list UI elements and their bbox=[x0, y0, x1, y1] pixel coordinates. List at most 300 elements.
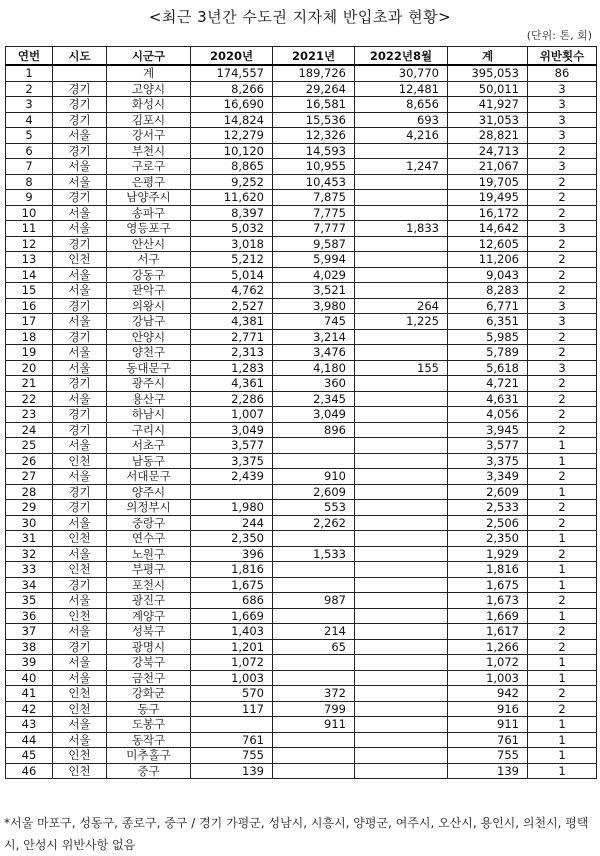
cell-total: 1,266 bbox=[448, 639, 528, 655]
cell-violations: 2 bbox=[528, 143, 597, 159]
cell-total: 3,375 bbox=[448, 453, 528, 469]
cell-2022-aug bbox=[355, 655, 448, 671]
cell-total: 755 bbox=[448, 748, 528, 764]
cell-violations: 1 bbox=[528, 562, 597, 578]
cell-2021: 5,994 bbox=[273, 252, 355, 268]
cell-violations: 3 bbox=[528, 298, 597, 314]
cell-no: 19 bbox=[6, 345, 53, 361]
cell-province: 경기 bbox=[53, 407, 107, 423]
cell-province: 서울 bbox=[53, 360, 107, 376]
cell-2021 bbox=[273, 531, 355, 547]
cell-violations: 3 bbox=[528, 221, 597, 237]
header-violations: 위반횟수 bbox=[528, 47, 597, 66]
cell-2022-aug bbox=[355, 391, 448, 407]
cell-province: 경기 bbox=[53, 484, 107, 500]
cell-violations: 2 bbox=[528, 345, 597, 361]
table-body bbox=[6, 65, 597, 779]
cell-district: 중구 bbox=[107, 763, 191, 779]
table-row bbox=[6, 298, 597, 314]
cell-2020: 174,557 bbox=[191, 65, 273, 81]
cell-2020: 1,980 bbox=[191, 500, 273, 516]
cell-total: 28,821 bbox=[448, 128, 528, 144]
cell-violations: 2 bbox=[528, 686, 597, 702]
cell-2021: 15,536 bbox=[273, 112, 355, 128]
cell-violations: 2 bbox=[528, 252, 597, 268]
cell-2021: 553 bbox=[273, 500, 355, 516]
cell-district: 의왕시 bbox=[107, 298, 191, 314]
cell-2020: 8,865 bbox=[191, 159, 273, 175]
cell-2021: 896 bbox=[273, 422, 355, 438]
cell-2020: 3,577 bbox=[191, 438, 273, 454]
cell-2020: 11,620 bbox=[191, 190, 273, 206]
cell-2022-aug bbox=[355, 329, 448, 345]
cell-district: 계양구 bbox=[107, 608, 191, 624]
cell-no: 25 bbox=[6, 438, 53, 454]
cell-province: 서울 bbox=[53, 546, 107, 562]
cell-total: 9,043 bbox=[448, 267, 528, 283]
cell-no: 15 bbox=[6, 283, 53, 299]
cell-2021 bbox=[273, 655, 355, 671]
cell-2022-aug bbox=[355, 531, 448, 547]
cell-district: 용산구 bbox=[107, 391, 191, 407]
cell-province: 서울 bbox=[53, 159, 107, 175]
cell-no: 12 bbox=[6, 236, 53, 252]
cell-total: 19,495 bbox=[448, 190, 528, 206]
table-row bbox=[6, 732, 597, 748]
unit-label: (단위: 톤, 회) bbox=[526, 29, 592, 42]
table-row bbox=[6, 97, 597, 113]
cell-province: 서울 bbox=[53, 267, 107, 283]
cell-2020: 4,361 bbox=[191, 376, 273, 392]
cell-total: 2,506 bbox=[448, 515, 528, 531]
cell-2022-aug bbox=[355, 143, 448, 159]
cell-2022-aug: 1,247 bbox=[355, 159, 448, 175]
cell-2020: 2,771 bbox=[191, 329, 273, 345]
cell-2020: 2,350 bbox=[191, 531, 273, 547]
cell-violations: 1 bbox=[528, 438, 597, 454]
table-row bbox=[6, 174, 597, 190]
cell-district: 남동구 bbox=[107, 453, 191, 469]
cell-violations: 1 bbox=[528, 655, 597, 671]
cell-total: 5,618 bbox=[448, 360, 528, 376]
cell-total: 12,605 bbox=[448, 236, 528, 252]
cell-no: 26 bbox=[6, 453, 53, 469]
cell-total: 19,705 bbox=[448, 174, 528, 190]
cell-no: 16 bbox=[6, 298, 53, 314]
cell-2020: 396 bbox=[191, 546, 273, 562]
cell-2020: 3,018 bbox=[191, 236, 273, 252]
cell-total: 4,631 bbox=[448, 391, 528, 407]
cell-province: 인천 bbox=[53, 531, 107, 547]
cell-province: 서울 bbox=[53, 624, 107, 640]
cell-2020: 2,286 bbox=[191, 391, 273, 407]
cell-province: 인천 bbox=[53, 252, 107, 268]
cell-no: 38 bbox=[6, 639, 53, 655]
cell-total: 1,673 bbox=[448, 593, 528, 609]
cell-no: 39 bbox=[6, 655, 53, 671]
cell-province: 서울 bbox=[53, 283, 107, 299]
cell-district: 포천시 bbox=[107, 577, 191, 593]
cell-violations: 3 bbox=[528, 314, 597, 330]
cell-2022-aug bbox=[355, 174, 448, 190]
cell-2021: 7,875 bbox=[273, 190, 355, 206]
table-row bbox=[6, 329, 597, 345]
cell-2022-aug bbox=[355, 205, 448, 221]
cell-total: 3,577 bbox=[448, 438, 528, 454]
cell-total: 3,349 bbox=[448, 469, 528, 485]
cell-2020: 1,283 bbox=[191, 360, 273, 376]
cell-district: 미추홀구 bbox=[107, 748, 191, 764]
cell-province bbox=[53, 65, 107, 81]
cell-2021 bbox=[273, 577, 355, 593]
cell-no: 32 bbox=[6, 546, 53, 562]
cell-2021 bbox=[273, 732, 355, 748]
cell-no: 21 bbox=[6, 376, 53, 392]
cell-total: 139 bbox=[448, 763, 528, 779]
cell-2020: 5,212 bbox=[191, 252, 273, 268]
cell-2020: 4,762 bbox=[191, 283, 273, 299]
table-row bbox=[6, 65, 597, 81]
cell-violations: 2 bbox=[528, 639, 597, 655]
cell-district: 남양주시 bbox=[107, 190, 191, 206]
cell-violations: 2 bbox=[528, 515, 597, 531]
cell-district: 강서구 bbox=[107, 128, 191, 144]
cell-province: 서울 bbox=[53, 593, 107, 609]
cell-violations: 3 bbox=[528, 112, 597, 128]
cell-2021: 911 bbox=[273, 717, 355, 733]
cell-2020: 761 bbox=[191, 732, 273, 748]
cell-2020: 3,049 bbox=[191, 422, 273, 438]
cell-no: 6 bbox=[6, 143, 53, 159]
cell-district: 연수구 bbox=[107, 531, 191, 547]
header-province: 시도 bbox=[53, 47, 107, 66]
cell-2020: 8,266 bbox=[191, 81, 273, 97]
cell-violations: 2 bbox=[528, 283, 597, 299]
table-row bbox=[6, 143, 597, 159]
table-row bbox=[6, 515, 597, 531]
cell-2021: 2,609 bbox=[273, 484, 355, 500]
cell-province: 경기 bbox=[53, 143, 107, 159]
cell-district: 강동구 bbox=[107, 267, 191, 283]
cell-no: 43 bbox=[6, 717, 53, 733]
table-row bbox=[6, 608, 597, 624]
cell-2020: 12,279 bbox=[191, 128, 273, 144]
cell-total: 6,771 bbox=[448, 298, 528, 314]
cell-2022-aug bbox=[355, 345, 448, 361]
cell-violations: 1 bbox=[528, 484, 597, 500]
cell-province: 경기 bbox=[53, 639, 107, 655]
cell-2021: 16,581 bbox=[273, 97, 355, 113]
table-row bbox=[6, 562, 597, 578]
cell-total: 911 bbox=[448, 717, 528, 733]
cell-2020: 16,690 bbox=[191, 97, 273, 113]
cell-2021: 2,345 bbox=[273, 391, 355, 407]
table-row bbox=[6, 577, 597, 593]
cell-2021: 2,262 bbox=[273, 515, 355, 531]
header-total: 계 bbox=[448, 47, 528, 66]
cell-no: 5 bbox=[6, 128, 53, 144]
cell-province: 인천 bbox=[53, 701, 107, 717]
cell-2022-aug bbox=[355, 546, 448, 562]
page-title: <최근 3년간 수도권 지자체 반입초과 현황> bbox=[148, 8, 452, 26]
cell-2022-aug: 4,216 bbox=[355, 128, 448, 144]
cell-2020: 5,014 bbox=[191, 267, 273, 283]
cell-2021 bbox=[273, 670, 355, 686]
cell-2021: 7,777 bbox=[273, 221, 355, 237]
cell-2022-aug bbox=[355, 500, 448, 516]
table-row bbox=[6, 469, 597, 485]
cell-2022-aug bbox=[355, 763, 448, 779]
cell-2020: 755 bbox=[191, 748, 273, 764]
cell-2022-aug bbox=[355, 515, 448, 531]
cell-2022-aug bbox=[355, 236, 448, 252]
cell-2022-aug: 693 bbox=[355, 112, 448, 128]
cell-province: 경기 bbox=[53, 97, 107, 113]
cell-no: 33 bbox=[6, 562, 53, 578]
cell-province: 서울 bbox=[53, 205, 107, 221]
cell-violations: 2 bbox=[528, 546, 597, 562]
cell-2020: 244 bbox=[191, 515, 273, 531]
cell-district: 금천구 bbox=[107, 670, 191, 686]
cell-district: 송파구 bbox=[107, 205, 191, 221]
cell-2020: 2,527 bbox=[191, 298, 273, 314]
cell-2020: 9,252 bbox=[191, 174, 273, 190]
cell-2021: 3,980 bbox=[273, 298, 355, 314]
cell-violations: 1 bbox=[528, 748, 597, 764]
cell-total: 16,172 bbox=[448, 205, 528, 221]
table-row bbox=[6, 221, 597, 237]
cell-2021: 9,587 bbox=[273, 236, 355, 252]
cell-2022-aug bbox=[355, 701, 448, 717]
cell-2022-aug bbox=[355, 670, 448, 686]
cell-violations: 1 bbox=[528, 577, 597, 593]
cell-2022-aug bbox=[355, 484, 448, 500]
cell-province: 인천 bbox=[53, 686, 107, 702]
cell-province: 서울 bbox=[53, 469, 107, 485]
table-row bbox=[6, 314, 597, 330]
cell-2020: 570 bbox=[191, 686, 273, 702]
table-row bbox=[6, 670, 597, 686]
cell-2020: 14,824 bbox=[191, 112, 273, 128]
cell-district: 영등포구 bbox=[107, 221, 191, 237]
cell-2022-aug bbox=[355, 732, 448, 748]
cell-2022-aug bbox=[355, 376, 448, 392]
table-row bbox=[6, 360, 597, 376]
cell-province: 서울 bbox=[53, 515, 107, 531]
cell-2020: 139 bbox=[191, 763, 273, 779]
cell-violations: 3 bbox=[528, 81, 597, 97]
cell-total: 3,945 bbox=[448, 422, 528, 438]
cell-no: 18 bbox=[6, 329, 53, 345]
cell-total: 24,713 bbox=[448, 143, 528, 159]
cell-violations: 2 bbox=[528, 376, 597, 392]
cell-2020: 8,397 bbox=[191, 205, 273, 221]
cell-total: 395,053 bbox=[448, 65, 528, 81]
cell-violations: 1 bbox=[528, 732, 597, 748]
cell-total: 21,067 bbox=[448, 159, 528, 175]
footnote: *서울 마포구, 성동구, 종로구, 중구 / 경기 가평군, 성남시, 시흥시, 양평군, 여주시, 오산시, 용인시, 의천시, 평택시, 안성시 위반사항 없음 bbox=[4, 816, 589, 852]
table-row bbox=[6, 484, 597, 500]
table-row bbox=[6, 531, 597, 547]
cell-no: 30 bbox=[6, 515, 53, 531]
cell-no: 35 bbox=[6, 593, 53, 609]
cell-violations: 3 bbox=[528, 97, 597, 113]
cell-2021: 189,726 bbox=[273, 65, 355, 81]
cell-violations: 2 bbox=[528, 236, 597, 252]
cell-district: 동작구 bbox=[107, 732, 191, 748]
cell-district: 화성시 bbox=[107, 97, 191, 113]
cell-2021 bbox=[273, 438, 355, 454]
cell-no: 27 bbox=[6, 469, 53, 485]
table-row bbox=[6, 655, 597, 671]
cell-2021: 910 bbox=[273, 469, 355, 485]
cell-2021: 14,593 bbox=[273, 143, 355, 159]
cell-2021: 360 bbox=[273, 376, 355, 392]
cell-no: 29 bbox=[6, 500, 53, 516]
cell-2022-aug bbox=[355, 407, 448, 423]
cell-2021: 29,264 bbox=[273, 81, 355, 97]
table-row bbox=[6, 252, 597, 268]
cell-no: 22 bbox=[6, 391, 53, 407]
cell-2022-aug bbox=[355, 283, 448, 299]
cell-2022-aug bbox=[355, 453, 448, 469]
cell-no: 28 bbox=[6, 484, 53, 500]
cell-total: 4,721 bbox=[448, 376, 528, 392]
cell-district: 의정부시 bbox=[107, 500, 191, 516]
cell-2021: 65 bbox=[273, 639, 355, 655]
cell-violations: 3 bbox=[528, 159, 597, 175]
cell-district: 구리시 bbox=[107, 422, 191, 438]
cell-total: 11,206 bbox=[448, 252, 528, 268]
cell-2020 bbox=[191, 484, 273, 500]
cell-2022-aug: 12,481 bbox=[355, 81, 448, 97]
cell-district: 안양시 bbox=[107, 329, 191, 345]
cell-province: 경기 bbox=[53, 500, 107, 516]
cell-2021: 745 bbox=[273, 314, 355, 330]
table-row bbox=[6, 438, 597, 454]
cell-violations: 3 bbox=[528, 128, 597, 144]
cell-no: 14 bbox=[6, 267, 53, 283]
cell-total: 41,927 bbox=[448, 97, 528, 113]
cell-2020: 5,032 bbox=[191, 221, 273, 237]
cell-province: 경기 bbox=[53, 112, 107, 128]
cell-province: 인천 bbox=[53, 763, 107, 779]
cell-district: 부천시 bbox=[107, 143, 191, 159]
cell-province: 경기 bbox=[53, 422, 107, 438]
cell-total: 1,816 bbox=[448, 562, 528, 578]
cell-total: 2,609 bbox=[448, 484, 528, 500]
cell-2020: 117 bbox=[191, 701, 273, 717]
cell-2021: 4,029 bbox=[273, 267, 355, 283]
cell-violations: 2 bbox=[528, 329, 597, 345]
cell-no: 17 bbox=[6, 314, 53, 330]
cell-no: 9 bbox=[6, 190, 53, 206]
cell-total: 5,789 bbox=[448, 345, 528, 361]
cell-2022-aug bbox=[355, 748, 448, 764]
cell-total: 31,053 bbox=[448, 112, 528, 128]
cell-violations: 2 bbox=[528, 701, 597, 717]
table-row bbox=[6, 283, 597, 299]
cell-violations: 2 bbox=[528, 267, 597, 283]
cell-total: 6,351 bbox=[448, 314, 528, 330]
cell-2021: 372 bbox=[273, 686, 355, 702]
cell-violations: 2 bbox=[528, 624, 597, 640]
cell-province: 서울 bbox=[53, 314, 107, 330]
cell-no: 24 bbox=[6, 422, 53, 438]
cell-2022-aug bbox=[355, 252, 448, 268]
cell-no: 34 bbox=[6, 577, 53, 593]
cell-2022-aug bbox=[355, 593, 448, 609]
header-2021: 2021년 bbox=[273, 47, 355, 66]
cell-violations: 2 bbox=[528, 593, 597, 609]
cell-district: 동구 bbox=[107, 701, 191, 717]
cell-violations: 1 bbox=[528, 453, 597, 469]
cell-district: 서구 bbox=[107, 252, 191, 268]
cell-violations: 1 bbox=[528, 763, 597, 779]
cell-2021: 4,180 bbox=[273, 360, 355, 376]
cell-no: 4 bbox=[6, 112, 53, 128]
cell-2020: 1,816 bbox=[191, 562, 273, 578]
cell-no: 46 bbox=[6, 763, 53, 779]
cell-2020: 1,669 bbox=[191, 608, 273, 624]
cell-district: 광주시 bbox=[107, 376, 191, 392]
cell-total: 916 bbox=[448, 701, 528, 717]
cell-2022-aug bbox=[355, 562, 448, 578]
table-row bbox=[6, 128, 597, 144]
cell-total: 1,003 bbox=[448, 670, 528, 686]
cell-violations: 1 bbox=[528, 608, 597, 624]
cell-violations: 2 bbox=[528, 422, 597, 438]
table-row bbox=[6, 236, 597, 252]
cell-no: 41 bbox=[6, 686, 53, 702]
cell-2022-aug bbox=[355, 608, 448, 624]
cell-2020: 4,381 bbox=[191, 314, 273, 330]
cell-district: 구로구 bbox=[107, 159, 191, 175]
cell-total: 8,283 bbox=[448, 283, 528, 299]
cell-total: 5,985 bbox=[448, 329, 528, 345]
cell-2021 bbox=[273, 748, 355, 764]
cell-no: 45 bbox=[6, 748, 53, 764]
cell-province: 인천 bbox=[53, 562, 107, 578]
cell-total: 14,642 bbox=[448, 221, 528, 237]
cell-2021 bbox=[273, 608, 355, 624]
cell-district: 광명시 bbox=[107, 639, 191, 655]
cell-2020: 1,403 bbox=[191, 624, 273, 640]
cell-province: 경기 bbox=[53, 190, 107, 206]
cell-province: 서울 bbox=[53, 128, 107, 144]
cell-2022-aug bbox=[355, 686, 448, 702]
cell-total: 1,669 bbox=[448, 608, 528, 624]
cell-violations: 2 bbox=[528, 205, 597, 221]
cell-2021: 10,453 bbox=[273, 174, 355, 190]
cell-total: 1,617 bbox=[448, 624, 528, 640]
table-row bbox=[6, 500, 597, 516]
cell-2021: 3,214 bbox=[273, 329, 355, 345]
cell-2022-aug bbox=[355, 422, 448, 438]
cell-2020: 1,675 bbox=[191, 577, 273, 593]
cell-2021: 7,775 bbox=[273, 205, 355, 221]
table-row bbox=[6, 639, 597, 655]
cell-no: 23 bbox=[6, 407, 53, 423]
cell-province: 경기 bbox=[53, 577, 107, 593]
table-header-row bbox=[6, 47, 597, 66]
cell-province: 경기 bbox=[53, 298, 107, 314]
cell-province: 서울 bbox=[53, 717, 107, 733]
cell-2022-aug: 155 bbox=[355, 360, 448, 376]
cell-district: 광진구 bbox=[107, 593, 191, 609]
table-row bbox=[6, 717, 597, 733]
cell-2020: 3,375 bbox=[191, 453, 273, 469]
